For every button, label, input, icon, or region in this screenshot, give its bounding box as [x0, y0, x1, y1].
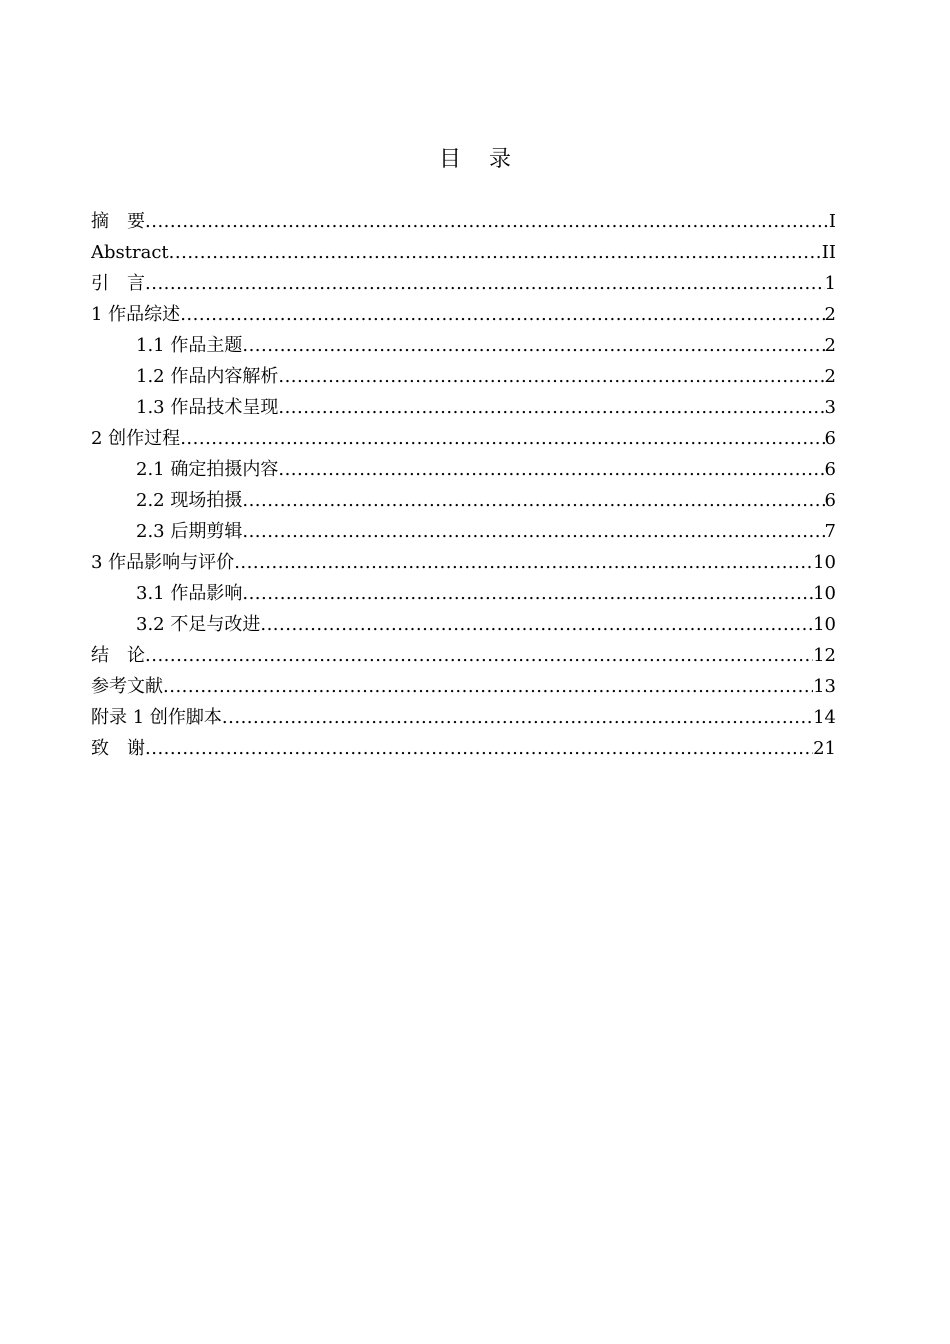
toc-entry-label: 3.1 作品影响 [136, 583, 243, 604]
toc-entry-label: 结 论 [91, 645, 145, 666]
toc-entry[interactable] [91, 578, 836, 609]
toc-leader-dots [278, 392, 824, 423]
toc-leader-dots [278, 454, 824, 485]
toc-entry-label: 2.3 后期剪辑 [136, 521, 243, 542]
toc-entry-page: 2 [824, 304, 836, 325]
toc-entry[interactable] [91, 392, 836, 423]
toc-entry-label: 3.2 不足与改进 [136, 614, 261, 635]
toc-leader-dots [163, 671, 813, 702]
toc-entry-label: 1.1 作品主题 [136, 335, 243, 356]
toc-leader-dots [242, 485, 824, 516]
toc-entry-page: 10 [813, 552, 836, 573]
toc-leader-dots [180, 299, 824, 330]
toc-entry[interactable] [91, 485, 836, 516]
toc-entry-page: 10 [813, 583, 836, 604]
toc-entry-page: 13 [813, 676, 836, 697]
toc-entry-page: II [821, 242, 836, 263]
toc-leader-dots [234, 547, 813, 578]
toc-title [0, 142, 950, 173]
toc-leader-dots [145, 733, 813, 764]
toc-entry-page: 6 [824, 428, 836, 449]
toc-entry-label: 3 作品影响与评价 [91, 552, 235, 573]
toc-entry-label: 1 作品综述 [91, 304, 181, 325]
toc-leader-dots [145, 268, 825, 299]
toc-leader-dots [222, 702, 813, 733]
toc-leader-dots [242, 578, 813, 609]
toc-entry[interactable] [91, 516, 836, 547]
toc-entry-page: 2 [824, 335, 836, 356]
toc-leader-dots [278, 361, 824, 392]
toc-entry-label: 2.1 确定拍摄内容 [136, 459, 279, 480]
toc-entry-page: 3 [824, 397, 836, 418]
toc-entry[interactable] [91, 702, 836, 733]
toc-entry-label: 引 言 [91, 273, 145, 294]
toc-entry-page: 12 [813, 645, 836, 666]
toc-entry-page: 2 [824, 366, 836, 387]
toc-leader-dots [242, 516, 824, 547]
toc-entry[interactable] [91, 330, 836, 361]
toc-entry[interactable] [91, 609, 836, 640]
toc-entry[interactable] [91, 237, 836, 268]
toc-title-left: 目 [438, 147, 461, 172]
toc-entry-page: I [828, 211, 836, 232]
toc-leader-dots [145, 640, 813, 671]
toc-list [91, 206, 836, 764]
toc-entry[interactable] [91, 454, 836, 485]
toc-entry-label: 摘 要 [91, 211, 145, 232]
toc-entry-label: 2 创作过程 [91, 428, 181, 449]
toc-entry[interactable] [91, 671, 836, 702]
toc-entry-label: Abstract [91, 242, 169, 263]
toc-entry-page: 21 [813, 738, 836, 759]
toc-entry[interactable] [91, 361, 836, 392]
toc-entry[interactable] [91, 547, 836, 578]
toc-leader-dots [169, 237, 822, 268]
toc-title-right: 录 [489, 147, 512, 172]
toc-entry-label: 致 谢 [91, 738, 145, 759]
toc-leader-dots [180, 423, 824, 454]
toc-entry[interactable] [91, 299, 836, 330]
toc-entry-label: 参考文献 [91, 676, 163, 697]
toc-entry-page: 14 [813, 707, 836, 728]
toc-entry-label: 附录 1 创作脚本 [91, 707, 222, 728]
toc-entry-label: 1.3 作品技术呈现 [136, 397, 279, 418]
toc-entry-page: 6 [824, 490, 836, 511]
toc-entry-page: 1 [824, 273, 836, 294]
toc-entry-page: 10 [813, 614, 836, 635]
toc-entry[interactable] [91, 206, 836, 237]
toc-entry-label: 2.2 现场拍摄 [136, 490, 243, 511]
toc-leader-dots [242, 330, 824, 361]
toc-entry[interactable] [91, 268, 836, 299]
toc-entry-label: 1.2 作品内容解析 [136, 366, 279, 387]
toc-entry[interactable] [91, 423, 836, 454]
toc-entry-page: 7 [824, 521, 836, 542]
toc-entry[interactable] [91, 733, 836, 764]
toc-entry[interactable] [91, 640, 836, 671]
toc-leader-dots [145, 206, 829, 237]
toc-entry-page: 6 [824, 459, 836, 480]
toc-leader-dots [260, 609, 813, 640]
